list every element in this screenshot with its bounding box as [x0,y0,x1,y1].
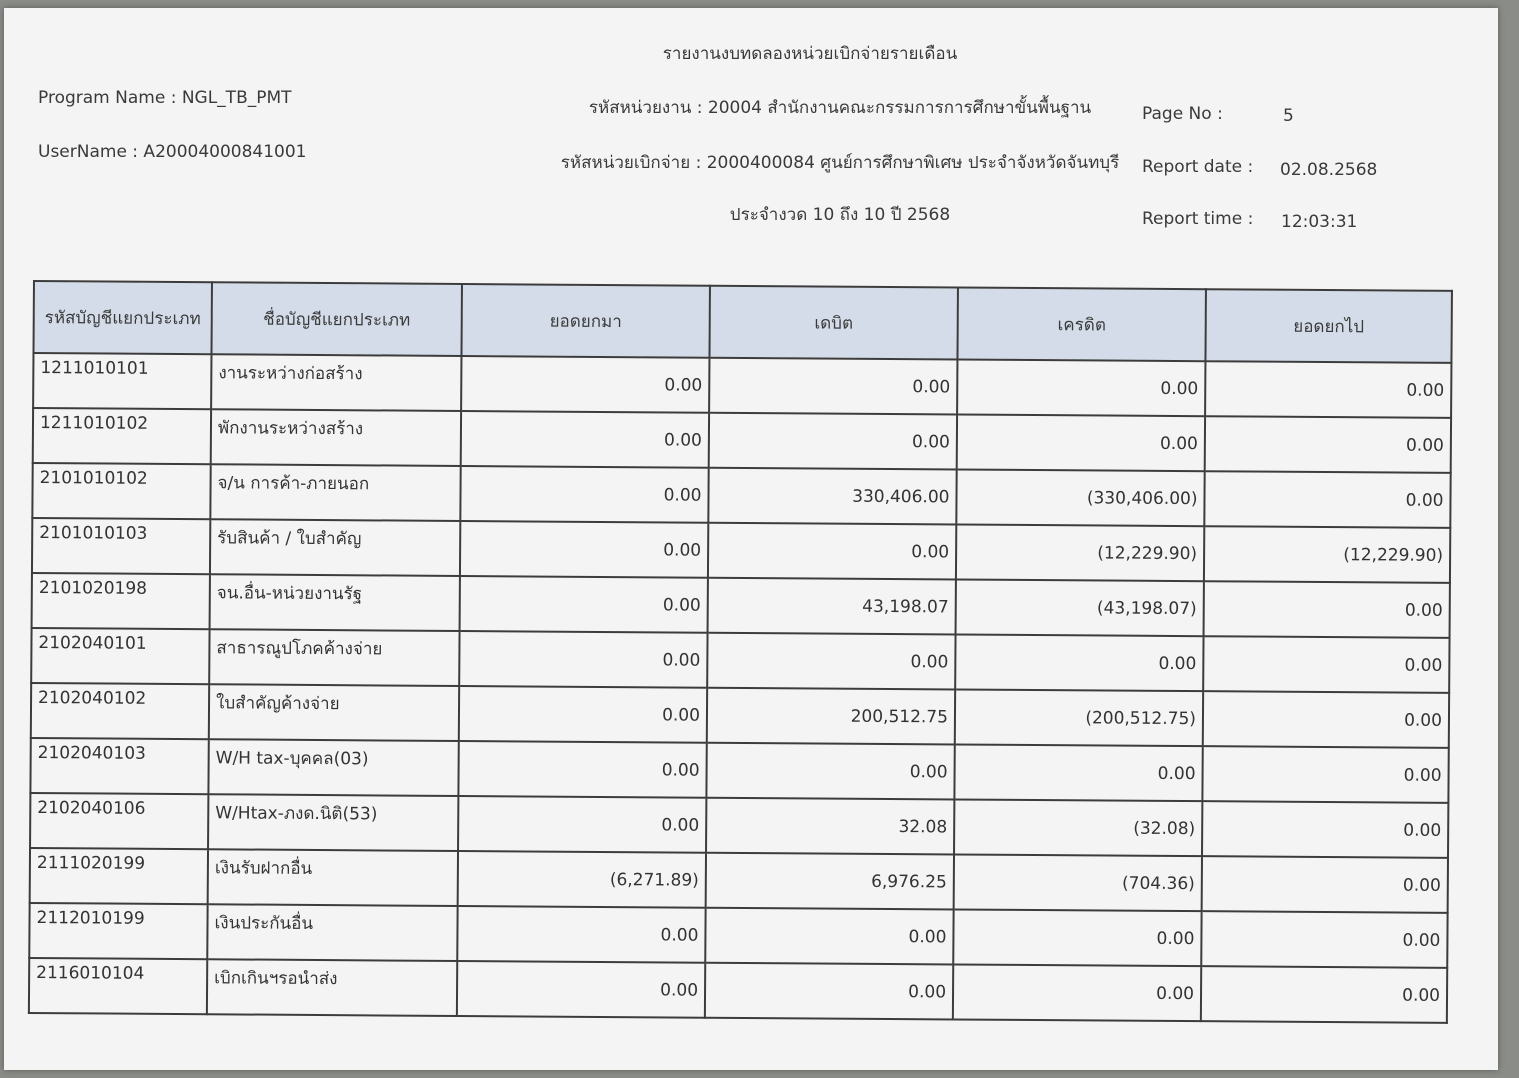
cell-closing-balance: 0.00 [1204,471,1450,528]
table-row [31,628,1449,693]
report-date-label: Report date : [1142,157,1254,177]
table-row [30,738,1448,803]
cell-account-code: 2112010199 [29,903,207,959]
cell-account-code: 2101020198 [32,573,210,629]
cell-closing-balance: 0.00 [1203,636,1449,693]
cell-closing-balance: 0.00 [1202,746,1448,803]
cell-opening-balance: 0.00 [457,906,705,963]
cell-debit: 6,976.25 [706,853,954,910]
col-header-credit: เครดิต [957,287,1205,361]
cell-closing-balance: 0.00 [1205,416,1451,473]
cell-account-code: 2101010103 [32,518,210,574]
table-row [29,958,1447,1023]
cell-opening-balance: 0.00 [460,466,708,523]
cell-account-name: เงินประกันอื่น [207,904,457,961]
cell-credit: (704.36) [954,854,1202,911]
program-name: Program Name : NGL_TB_PMT [38,88,292,108]
cell-credit: 0.00 [954,744,1202,801]
cell-credit: (43,198.07) [956,579,1204,636]
col-header-opening-balance: ยอดยกมา [461,284,709,358]
cell-debit: 330,406.00 [708,468,956,525]
cell-account-code: 1211010101 [33,353,211,409]
cell-credit: (200,512.75) [955,689,1203,746]
trial-balance-table [28,280,1453,1024]
table-row [32,463,1450,528]
col-header-closing-balance: ยอดยกไป [1205,289,1451,363]
disbursing-unit-line: รหัสหน่วยเบิกจ่าย : 2000400084 ศูนย์การศึกษาพิเศษ ประจำจังหวัดจันทบุรี [560,153,1120,173]
cell-opening-balance: 0.00 [457,961,705,1018]
cell-account-code: 2102040101 [31,628,209,684]
agency-line: รหัสหน่วยงาน : 20004 สำนักงานคณะกรรมการการศึกษาขั้นพื้นฐาน [588,98,1092,118]
cell-credit: (12,229.90) [956,524,1204,581]
table-row [31,683,1449,748]
user-name: UserName : A20004000841001 [38,142,307,162]
cell-closing-balance: 0.00 [1205,361,1451,418]
cell-closing-balance: (12,229.90) [1204,526,1450,583]
cell-account-name: พักงานระหว่างสร้าง [211,409,461,466]
cell-debit: 32.08 [706,798,954,855]
cell-credit: (330,406.00) [956,469,1204,526]
col-header-account-name: ชื่อบัญชีแยกประเภท [211,282,461,356]
cell-opening-balance: 0.00 [458,741,706,798]
cell-debit: 200,512.75 [707,688,955,745]
page-no-label: Page No : [1142,104,1223,124]
cell-opening-balance: 0.00 [460,521,708,578]
period-line: ประจำงวด 10 ถึง 10 ปี 2568 [729,205,951,225]
cell-opening-balance: 0.00 [459,686,707,743]
cell-closing-balance: 0.00 [1201,966,1447,1023]
cell-opening-balance: 0.00 [461,356,709,413]
table-row [33,353,1451,418]
table-row [33,408,1451,473]
cell-account-code: 1211010102 [33,408,211,464]
cell-opening-balance: (6,271.89) [458,851,706,908]
col-header-debit: เดบิต [709,286,957,360]
report-time-label: Report time : [1142,209,1254,229]
cell-opening-balance: 0.00 [461,411,709,468]
cell-closing-balance: 0.00 [1202,801,1448,858]
table-row [32,573,1450,638]
report-date-value: 02.08.2568 [1280,160,1378,180]
cell-account-name: เบิกเกินฯรอนำส่ง [207,959,457,1016]
cell-closing-balance: 0.00 [1201,911,1447,968]
cell-credit: 0.00 [953,964,1201,1021]
table-row [30,848,1448,913]
cell-credit: 0.00 [957,414,1205,471]
cell-account-code: 2116010104 [29,958,207,1014]
cell-account-name: สาธารณูปโภคค้างจ่าย [209,629,459,686]
page-no-value: 5 [1283,106,1294,126]
cell-debit: 0.00 [709,413,957,470]
cell-opening-balance: 0.00 [460,576,708,633]
cell-opening-balance: 0.00 [458,796,706,853]
cell-debit: 0.00 [705,908,953,965]
table-header-row [33,281,1451,363]
cell-account-code: 2102040106 [30,793,208,849]
cell-credit: 0.00 [955,634,1203,691]
cell-debit: 0.00 [709,358,957,415]
cell-account-name: เงินรับฝากอื่น [208,849,458,906]
cell-account-code: 2102040103 [30,738,208,794]
cell-debit: 43,198.07 [708,578,956,635]
cell-debit: 0.00 [707,633,955,690]
cell-credit: (32.08) [954,799,1202,856]
table-row [30,793,1448,858]
cell-closing-balance: 0.00 [1204,581,1450,638]
col-header-account-code: รหัสบัญชีแยกประเภท [33,281,211,354]
cell-debit: 0.00 [705,963,953,1020]
cell-account-name: W/Htax-ภงด.นิติ(53) [208,794,458,851]
table-row [29,903,1447,968]
cell-account-code: 2111020199 [30,848,208,904]
cell-account-name: งานระหว่างก่อสร้าง [211,354,461,411]
cell-account-name: จ/น การค้า-ภายนอก [210,464,460,521]
cell-debit: 0.00 [706,743,954,800]
cell-account-code: 2102040102 [31,683,209,739]
cell-account-code: 2101010102 [32,463,210,519]
cell-credit: 0.00 [953,909,1201,966]
cell-account-name: ใบสำคัญค้างจ่าย [209,684,459,741]
cell-closing-balance: 0.00 [1203,691,1449,748]
table-row [32,518,1450,583]
cell-opening-balance: 0.00 [459,631,707,688]
report-title: รายงานงบทดลองหน่วยเบิกจ่ายรายเดือน [662,44,958,64]
report-time-value: 12:03:31 [1281,212,1358,232]
cell-account-name: W/H tax-บุคคล(03) [208,739,458,796]
cell-closing-balance: 0.00 [1202,856,1448,913]
cell-account-name: รับสินค้า / ใบสำคัญ [210,519,460,576]
cell-account-name: จน.อื่น-หน่วยงานรัฐ [210,574,460,631]
cell-credit: 0.00 [957,359,1205,416]
cell-debit: 0.00 [708,523,956,580]
